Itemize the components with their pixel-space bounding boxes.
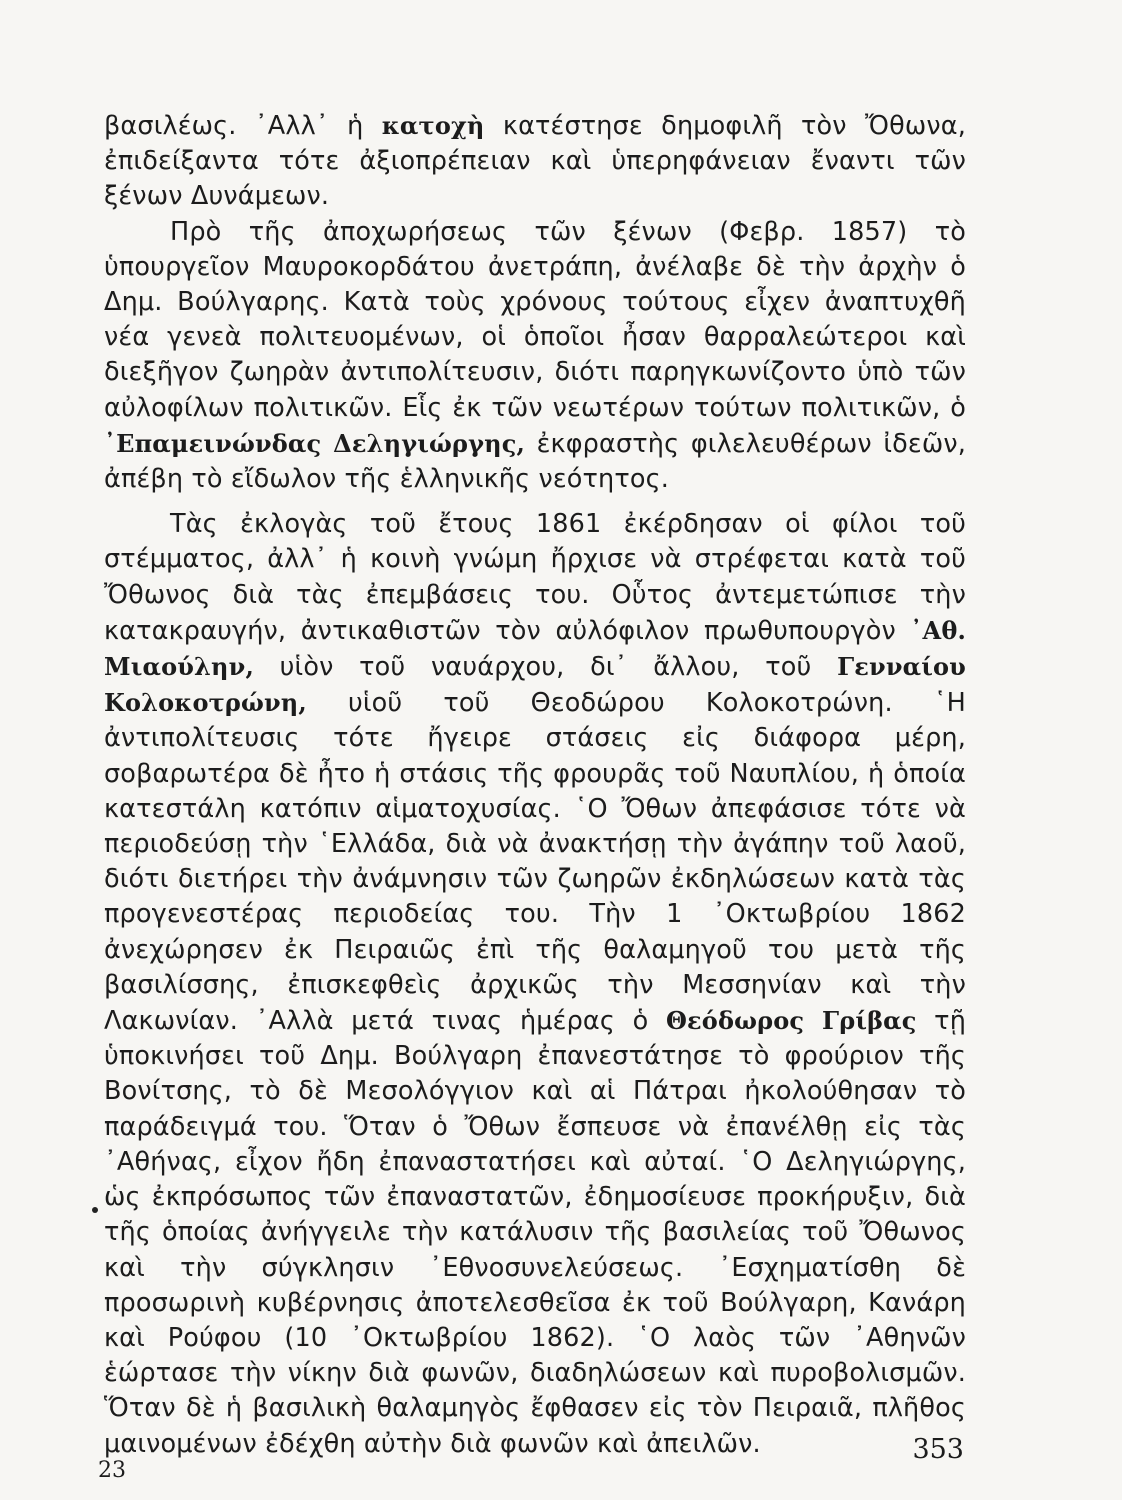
paragraph-2: [104, 215, 966, 498]
text-run: τῇ ὑποκινήσει τοῦ Δημ. Βούλγαρη ἐπανεστάτησε τὸ φρούριον τῆς Βονίτσης, τὸ δὲ Μεσολόγγιον καὶ αἱ Πάτραι ἠκολούθησαν τὸ παράδειγμά του. Ὅταν ὁ Ὄθων ἔσπευσε νὰ ἐπανέλθῃ εἰς τὰς ᾿Αθήνας, εἶχον ἤδη ἐπαναστατήσει καὶ αὐταί. ῾Ο Δεληγιώργης, ὡς ἐκπρόσωπος τῶν ἐπαναστατῶν, ἐδημοσίευσε προκήρυξιν, διὰ τῆς ὁποίας ἀνήγγειλε τὴν κατάλυσιν τῆς βασιλείας τοῦ Ὄθωνος καὶ τὴν σύγκλησιν ᾿Εθνοσυνελεύσεως. ᾿Εσχηματίσθη δὲ προσωρινὴ κυβέρνησις ἀποτελεσθεῖσα ἐκ τοῦ Βούλγαρη, Κανάρη καὶ Ρούφου (10 ᾿Οκτωβρίου 1862). ῾Ο λαὸς τῶν ᾿Αθηνῶν ἑώρτασε τὴν νίκην διὰ φωνῶν, διαδηλώσεων καὶ πυροβολισμῶν. Ὅταν δὲ ἡ βασιλικὴ θαλαμηγὸς ἔφθασεν εἰς τὸν Πειραιᾶ, πλῆθος μαινομένων ἐδέχθη αὐτὴν διὰ φωνῶν καὶ ἀπειλῶν.: [104, 1006, 966, 1459]
bold-name-miaoulis: ᾿Αθ. Μιαούλην,: [104, 615, 966, 682]
bold-name-grivas: Θεόδωρος Γρίβας: [666, 1006, 917, 1036]
text-run: υἱὸν τοῦ ναυάρχου, δι᾿ ἄλλου, τοῦ: [253, 652, 838, 683]
bold-term-katochi: κατοχὴ: [381, 111, 485, 140]
paragraph-1: [104, 108, 966, 215]
page-number: 353: [912, 1434, 964, 1465]
body-text: [104, 108, 966, 1462]
text-run: κατέστησε δημοφιλῆ τὸν Ὄθωνα, ἐπιδείξαντα τότε ἀξιοπρέπειαν καὶ ὑπερηφάνειαν ἔναντι τῶν ξένων Δυνάμεων.: [104, 111, 966, 212]
text-run: υἱοῦ τοῦ Θεοδώρου Κολοκοτρώνη. ῾Η ἀντιπολίτευσις τότε ἤγειρε στάσεις εἰς διάφορα μέρη, σοβαρωτέρα δὲ ἦτο ἡ στάσις τῆς φρουρᾶς τοῦ Ναυπλίου, ἡ ὁποία κατεστάλη κατόπιν αἱματοχυσίας. ῾Ο Ὄθων ἀπεφάσισε τότε νὰ περιοδεύσῃ τὴν ῾Ελλάδα, διὰ νὰ ἀνακτήσῃ τὴν ἀγάπην τοῦ λαοῦ, διότι διετήρει τὴν ἀνάμνησιν τῶν ζωηρῶν ἐκδηλώσεων κατὰ τὰς προγενεστέρας περιοδείας του. Τὴν 1 ᾿Οκτωβρίου 1862 ἀνεχώρησεν ἐκ Πειραιῶς ἐπὶ τῆς θαλαμηγοῦ του μετὰ τῆς βασιλίσσης, ἐπισκεφθεὶς ἀρχικῶς τὴν Μεσσηνίαν καὶ τὴν Λακωνίαν. ᾿Αλλὰ μετά τινας ἡμέρας ὁ: [104, 688, 966, 1037]
text-run: ἐκφραστὴς φιλελευθέρων ἰδεῶν, ἀπέβη τὸ εἴδωλον τῆς ἑλληνικῆς νεότητος.: [104, 428, 966, 495]
bold-name-deligiorgis: ᾿Επαμεινώνδας Δεληγιώργης,: [104, 428, 525, 458]
bold-name-kolokotronis: Γενναίου Κολοκοτρώνη,: [104, 652, 966, 718]
folio-number: 23: [98, 1458, 126, 1483]
margin-dot-mark: [92, 1207, 98, 1213]
paragraph-3: [104, 507, 966, 1461]
text-run: Πρὸ τῆς ἀποχωρήσεως τῶν ξένων (Φεβρ. 1857) τὸ ὑπουργεῖον Μαυροκορδάτου ἀνετράπη, ἀνέλαβε δὲ τὴν ἀρχὴν ὁ Δημ. Βούλγαρης. Κατὰ τοὺς χρόνους τούτους εἶχεν ἀναπτυχθῆ νέα γενεὰ πολιτευομένων, οἱ ὁποῖοι ἦσαν θαρραλεώτεροι καὶ διεξῆγον ζωηρὰν ἀντιπολίτευσιν, διότι παρηγκωνίζοντο ὑπὸ τῶν αὐλοφίλων πολιτικῶν. Εἷς ἐκ τῶν νεωτέρων τούτων πολιτικῶν, ὁ: [104, 216, 966, 423]
text-run: Τὰς ἐκλογὰς τοῦ ἔτους 1861 ἐκέρδησαν οἱ φίλοι τοῦ στέμματος, ἀλλ᾿ ἡ κοινὴ γνώμη ἤρχισε νὰ στρέφεται κατὰ τοῦ Ὄθωνος διὰ τὰς ἐπεμβάσεις του. Οὗτος ἀντεμετώπισε τὴν κατακραυγήν, ἀντικαθιστῶν τὸν αὐλόφιλον πρωθυπουργὸν: [104, 509, 966, 646]
text-run: βασιλέως. ᾿Αλλ᾿ ἡ: [104, 111, 382, 141]
